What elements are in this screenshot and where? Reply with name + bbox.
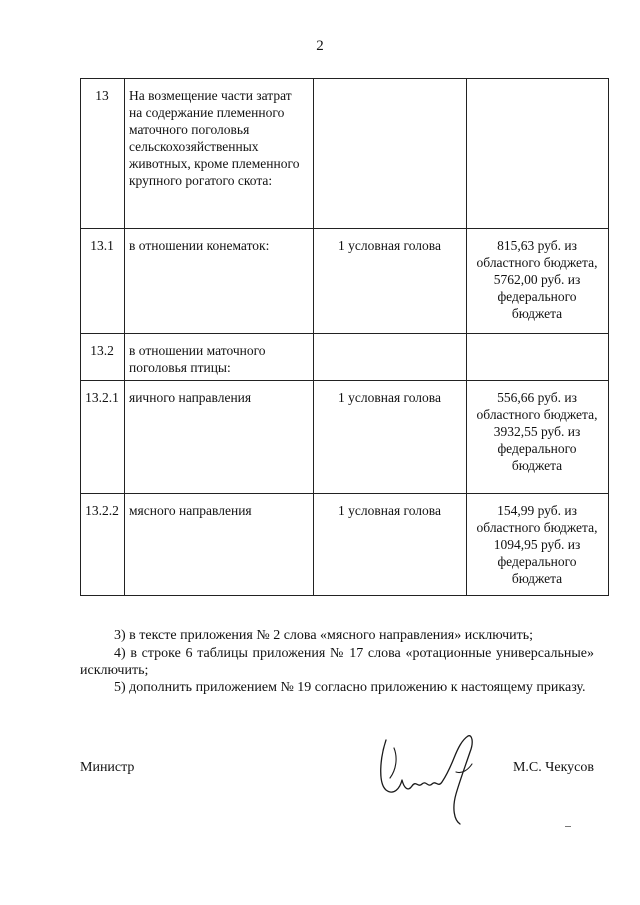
- row-unit-cell: [314, 334, 467, 381]
- row-name-cell: На возмещение части затрат на содержание племенного маточного поголовья сельскохозяйственных животных, кроме племенного крупного рогатого скота:: [125, 79, 314, 229]
- row-number-cell: 13.2: [81, 334, 125, 381]
- row-unit-cell: 1 условная голова: [314, 229, 467, 334]
- table-row: [81, 79, 609, 229]
- table-row: [81, 334, 609, 381]
- row-number-cell: 13.2.2: [81, 494, 125, 596]
- handwritten-signature: [372, 728, 502, 828]
- table-row: [81, 494, 609, 596]
- amendment-paragraph-5: 5) дополнить приложением № 19 согласно приложению к настоящему приказу.: [114, 680, 586, 695]
- subsidy-rates-table: [80, 78, 609, 596]
- row-name-cell: мясного направления: [125, 494, 314, 596]
- row-rate-cell: [467, 334, 609, 381]
- table-row: [81, 229, 609, 334]
- row-rate-cell: [467, 79, 609, 229]
- table-row: [81, 381, 609, 494]
- row-number-cell: 13.1: [81, 229, 125, 334]
- row-rate-cell: 815,63 руб. из областного бюджета, 5762,00 руб. из федерального бюджета: [467, 229, 609, 334]
- row-rate-cell: 154,99 руб. из областного бюджета, 1094,95 руб. из федерального бюджета: [467, 494, 609, 596]
- row-rate-cell: 556,66 руб. из областного бюджета, 3932,55 руб. из федерального бюджета: [467, 381, 609, 494]
- row-name-cell: в отношении маточного поголовья птицы:: [125, 334, 314, 381]
- row-number-cell: 13.2.1: [81, 381, 125, 494]
- signatory-title: Министр: [80, 760, 135, 775]
- row-unit-cell: [314, 79, 467, 229]
- row-number-cell: 13: [81, 79, 125, 229]
- amendment-paragraph-4: 4) в строке 6 таблицы приложения № 17 слова «ротационные универсальные» исключить;: [80, 646, 594, 678]
- amendment-paragraph-3: 3) в тексте приложения № 2 слова «мясного направления» исключить;: [114, 628, 534, 643]
- page-number: 2: [316, 38, 324, 54]
- signatory-name: М.С. Чекусов: [512, 760, 594, 775]
- row-name-cell: в отношении конематок:: [125, 229, 314, 334]
- row-unit-cell: 1 условная голова: [314, 494, 467, 596]
- scan-mark: [565, 826, 571, 827]
- row-name-cell: яичного направления: [125, 381, 314, 494]
- row-unit-cell: 1 условная голова: [314, 381, 467, 494]
